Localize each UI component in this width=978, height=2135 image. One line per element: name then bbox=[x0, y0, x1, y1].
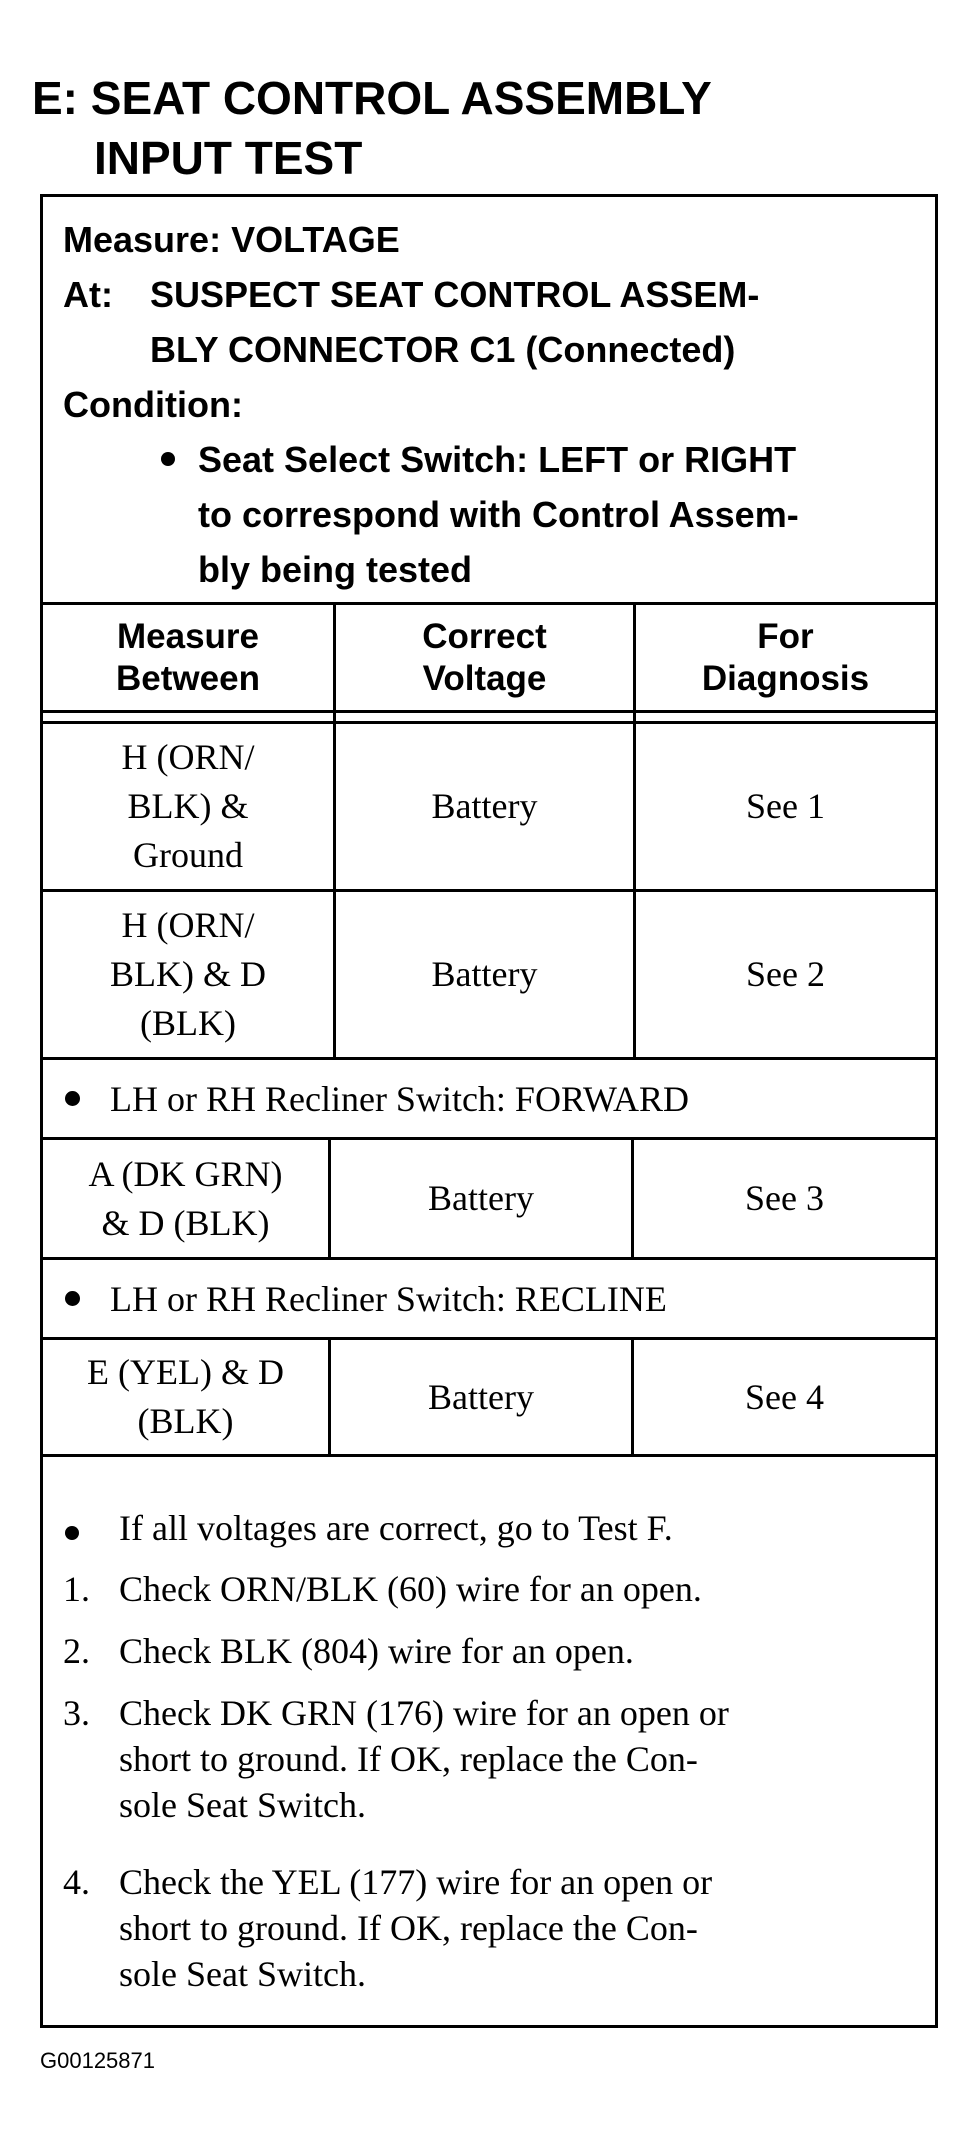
condition-row-recline bbox=[43, 1260, 935, 1337]
condition-text: LH or RH Recliner Switch: RECLINE bbox=[110, 1278, 667, 1319]
divider bbox=[43, 1454, 935, 1457]
measure-line: Measure: VOLTAGE bbox=[63, 219, 400, 260]
note-number: 3. bbox=[63, 1693, 90, 1733]
table-row-3-between bbox=[43, 1140, 328, 1257]
note-number: 2. bbox=[63, 1631, 90, 1671]
note-text: Check ORN/BLK (60) wire for an open. bbox=[119, 1569, 702, 1609]
table-row-4-diagnosis: See 4 bbox=[745, 1376, 824, 1417]
note-text: If all voltages are correct, go to Test F. bbox=[119, 1508, 673, 1548]
condition-row-forward bbox=[43, 1060, 935, 1137]
col-header-line: Correct bbox=[422, 616, 547, 656]
cell-line: H (ORN/ bbox=[121, 737, 255, 777]
table-row-1-voltage: Battery bbox=[431, 786, 538, 826]
divider bbox=[43, 710, 935, 713]
table-row-2-voltage: Battery bbox=[431, 954, 538, 994]
col-header-line: Between bbox=[116, 658, 260, 698]
table-row-4-voltage: Battery bbox=[428, 1376, 534, 1417]
note-line: short to ground. If OK, replace the Con- bbox=[119, 1739, 698, 1779]
figure-id: G00125871 bbox=[40, 2048, 155, 2073]
cell-line: BLK) & D bbox=[110, 954, 266, 994]
bullet-icon bbox=[63, 1505, 115, 1551]
col-header-measure-between bbox=[43, 605, 333, 710]
note-text bbox=[119, 1859, 919, 1997]
col-header-line: Voltage bbox=[422, 658, 547, 698]
col-header-line: For bbox=[757, 616, 814, 656]
at-line-2: BLY CONNECTOR C1 (Connected) bbox=[150, 329, 736, 370]
cell-line: E (YEL) & D bbox=[87, 1352, 284, 1392]
bullet-icon bbox=[65, 1291, 80, 1306]
at-label: At: bbox=[63, 274, 113, 315]
table-row-2-between bbox=[43, 892, 333, 1057]
note-text bbox=[119, 1690, 919, 1828]
page-title bbox=[32, 68, 712, 188]
table-row-1-between bbox=[43, 724, 333, 889]
note-text: Check BLK (804) wire for an open. bbox=[119, 1631, 634, 1671]
cell-line: Ground bbox=[133, 835, 243, 875]
condition-line-2: to correspond with Control Assem- bbox=[198, 494, 799, 535]
col-header-line: Measure bbox=[116, 616, 260, 656]
bullet-icon bbox=[161, 452, 175, 466]
condition-text: LH or RH Recliner Switch: FORWARD bbox=[110, 1078, 689, 1119]
table-row-1-diagnosis: See 1 bbox=[746, 786, 825, 826]
note-number: 4. bbox=[63, 1862, 90, 1902]
col-header-for-diagnosis bbox=[636, 605, 935, 710]
title-line-2: INPUT TEST bbox=[94, 132, 363, 184]
test-table bbox=[40, 194, 938, 2028]
test-header bbox=[43, 197, 935, 602]
condition-line-3: bly being tested bbox=[198, 549, 473, 590]
note-line: short to ground. If OK, replace the Con- bbox=[119, 1908, 698, 1948]
condition-line-1: Seat Select Switch: LEFT or RIGHT bbox=[198, 439, 797, 480]
table-row-2-diagnosis: See 2 bbox=[746, 954, 825, 994]
note-line: Check DK GRN (176) wire for an open or bbox=[119, 1693, 729, 1733]
bullet-icon bbox=[65, 1091, 80, 1106]
table-row-4-between bbox=[43, 1340, 328, 1454]
note-line: sole Seat Switch. bbox=[119, 1954, 366, 1994]
col-header-line: Diagnosis bbox=[701, 658, 870, 698]
cell-line: H (ORN/ bbox=[121, 905, 255, 945]
note-line: sole Seat Switch. bbox=[119, 1785, 366, 1825]
cell-line: A (DK GRN) bbox=[88, 1153, 283, 1194]
cell-line: (BLK) bbox=[137, 1401, 234, 1441]
cell-line: (BLK) bbox=[140, 1003, 236, 1043]
note-line: Check the YEL (177) wire for an open or bbox=[119, 1862, 713, 1902]
table-row-3-diagnosis: See 3 bbox=[745, 1178, 824, 1218]
cell-line: & D (BLK) bbox=[101, 1202, 270, 1243]
table-row-3-voltage: Battery bbox=[428, 1178, 534, 1218]
condition-label: Condition: bbox=[63, 384, 243, 425]
title-line-1: E: SEAT CONTROL ASSEMBLY bbox=[32, 72, 712, 124]
at-line-1: SUSPECT SEAT CONTROL ASSEM- bbox=[150, 274, 760, 315]
cell-line: BLK) & bbox=[127, 786, 249, 826]
col-header-correct-voltage bbox=[336, 605, 633, 710]
note-number: 1. bbox=[63, 1569, 90, 1609]
